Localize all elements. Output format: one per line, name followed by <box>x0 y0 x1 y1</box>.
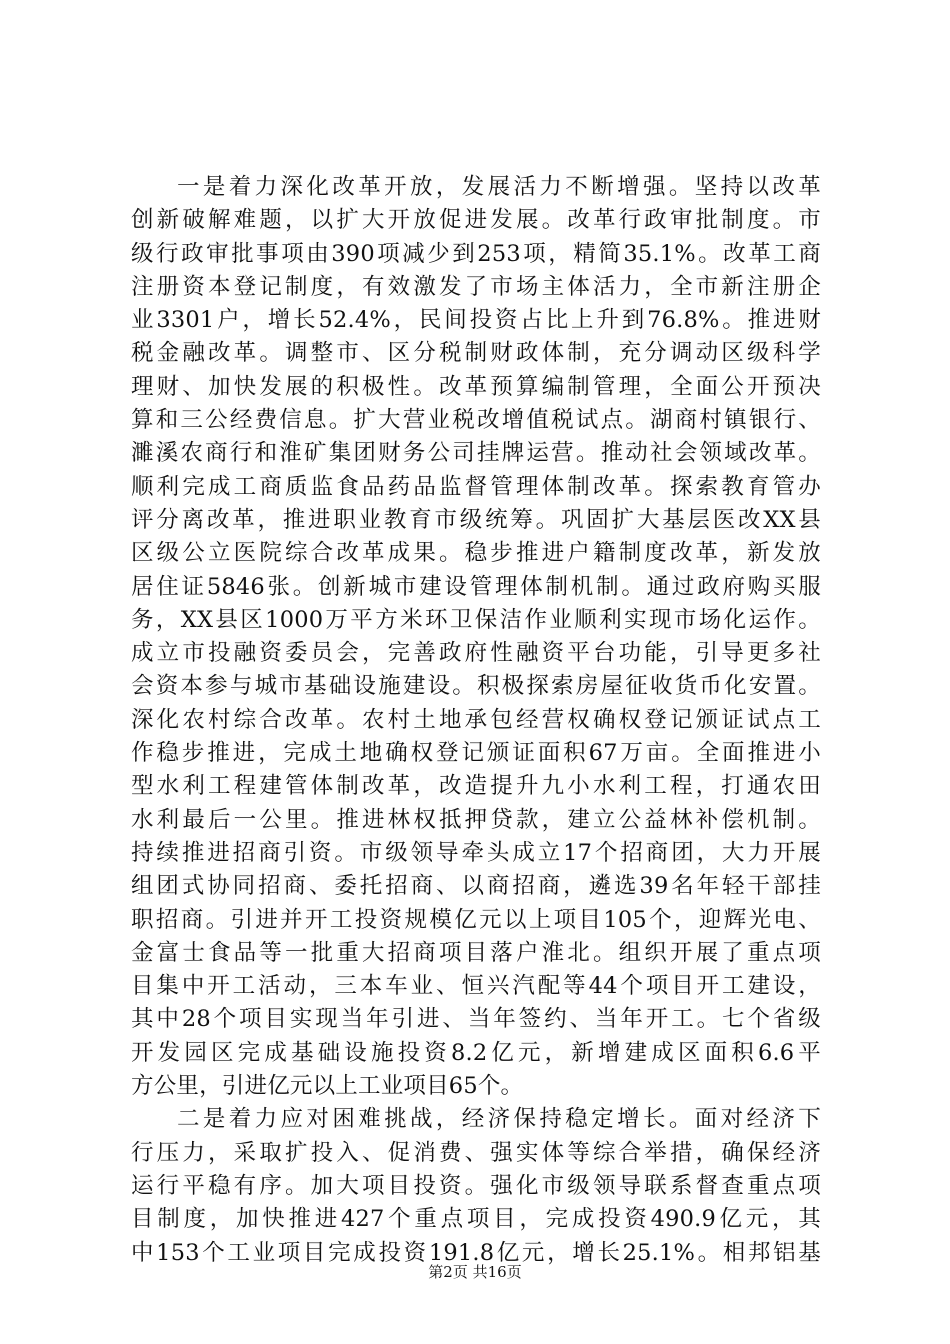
paragraph-line: 居住证5846张。创新城市建设管理体制机制。通过政府购买服 <box>131 573 821 600</box>
paragraph-line: 深化农村综合改革。农村土地承包经营权确权登记颁证试点工 <box>131 706 821 733</box>
paragraph-line: 水利最后一公里。推进林权抵押贷款，建立公益林补偿机制。 <box>131 806 821 833</box>
paragraph-line: 一是着力深化改革开放，发展活力不断增强。坚持以改革 <box>177 174 821 200</box>
paragraph-line: 算和三公经费信息。扩大营业税改增值税试点。湖商村镇银行、 <box>131 407 821 434</box>
paragraph-line: 区级公立医院综合改革成果。稳步推进户籍制度改革，新发放 <box>131 540 821 567</box>
paragraph-line: 成立市投融资委员会，完善政府性融资平台功能，引导更多社 <box>131 640 821 667</box>
paragraph-line: 目制度，加快推进427个重点项目，完成投资490.9亿元，其 <box>131 1206 821 1233</box>
paragraph-line: 运行平稳有序。加大项目投资。强化市级领导联系督查重点项 <box>131 1172 821 1199</box>
paragraph-line: 职招商。引进并开工投资规模亿元以上项目105个，迎辉光电、 <box>131 906 821 933</box>
paragraph-line: 行压力，采取扩投入、促消费、强实体等综合举措，确保经济 <box>131 1139 821 1166</box>
paragraph-line: 濉溪农商行和淮矿集团财务公司挂牌运营。推动社会领域改革。 <box>131 440 821 467</box>
paragraph-line: 业3301户，增长52.4%，民间投资占比上升到76.8%。推进财 <box>131 307 821 334</box>
paragraph-line: 评分离改革，推进职业教育市级统筹。巩固扩大基层医改XX县 <box>131 506 821 533</box>
paragraph-line: 级行政审批事项由390项减少到253项，精简35.1%。改革工商 <box>131 240 821 267</box>
paragraph-line: 理财、加快发展的积极性。改革预算编制管理，全面公开预决 <box>131 373 821 400</box>
paragraph-line: 型水利工程建管体制改革，改造提升九小水利工程，打通农田 <box>131 773 821 800</box>
paragraph-line: 作稳步推进，完成土地确权登记颁证面积67万亩。全面推进小 <box>131 740 821 767</box>
paragraph-line: 二是着力应对困难挑战，经济保持稳定增长。面对经济下 <box>177 1106 821 1133</box>
paragraph-line: 顺利完成工商质监食品药品监督管理体制改革。探索教育管办 <box>131 473 821 500</box>
paragraph-line: 组团式协同招商、委托招商、以商招商，遴选39名年轻干部挂 <box>131 873 821 900</box>
paragraph-line: 目集中开工活动，三本车业、恒兴汽配等44个项目开工建设， <box>131 973 821 1000</box>
paragraph-line: 金富士食品等一批重大招商项目落户淮北。组织开展了重点项 <box>131 939 821 966</box>
paragraph-line: 创新破解难题，以扩大开放促进发展。改革行政审批制度。市 <box>131 207 821 234</box>
paragraph-line: 税金融改革。调整市、区分税制财政体制，充分调动区级科学 <box>131 340 821 367</box>
paragraph-line: 中153个工业项目完成投资191.8亿元，增长25.1%。相邦铝基 <box>131 1239 821 1266</box>
paragraph-line: 开发园区完成基础设施投资8.2亿元，新增建成区面积6.6平 <box>131 1039 821 1066</box>
page-number-footer: 第2页 共16页 <box>428 1263 522 1281</box>
paragraph-line: 注册资本登记制度，有效激发了市场主体活力，全市新注册企 <box>131 273 821 300</box>
paragraph-line: 方公里，引进亿元以上工业项目65个。 <box>131 1073 524 1100</box>
paragraph-line: 会资本参与城市基础设施建设。积极探索房屋征收货币化安置。 <box>131 673 821 700</box>
paragraph-line: 其中28个项目实现当年引进、当年签约、当年开工。七个省级 <box>131 1006 821 1033</box>
document-body <box>131 171 821 1270</box>
paragraph-line: 持续推进招商引资。市级领导牵头成立17个招商团，大力开展 <box>131 839 821 866</box>
paragraph-line: 务，XX县区1000万平方米环卫保洁作业顺利实现市场化运作。 <box>131 606 821 633</box>
